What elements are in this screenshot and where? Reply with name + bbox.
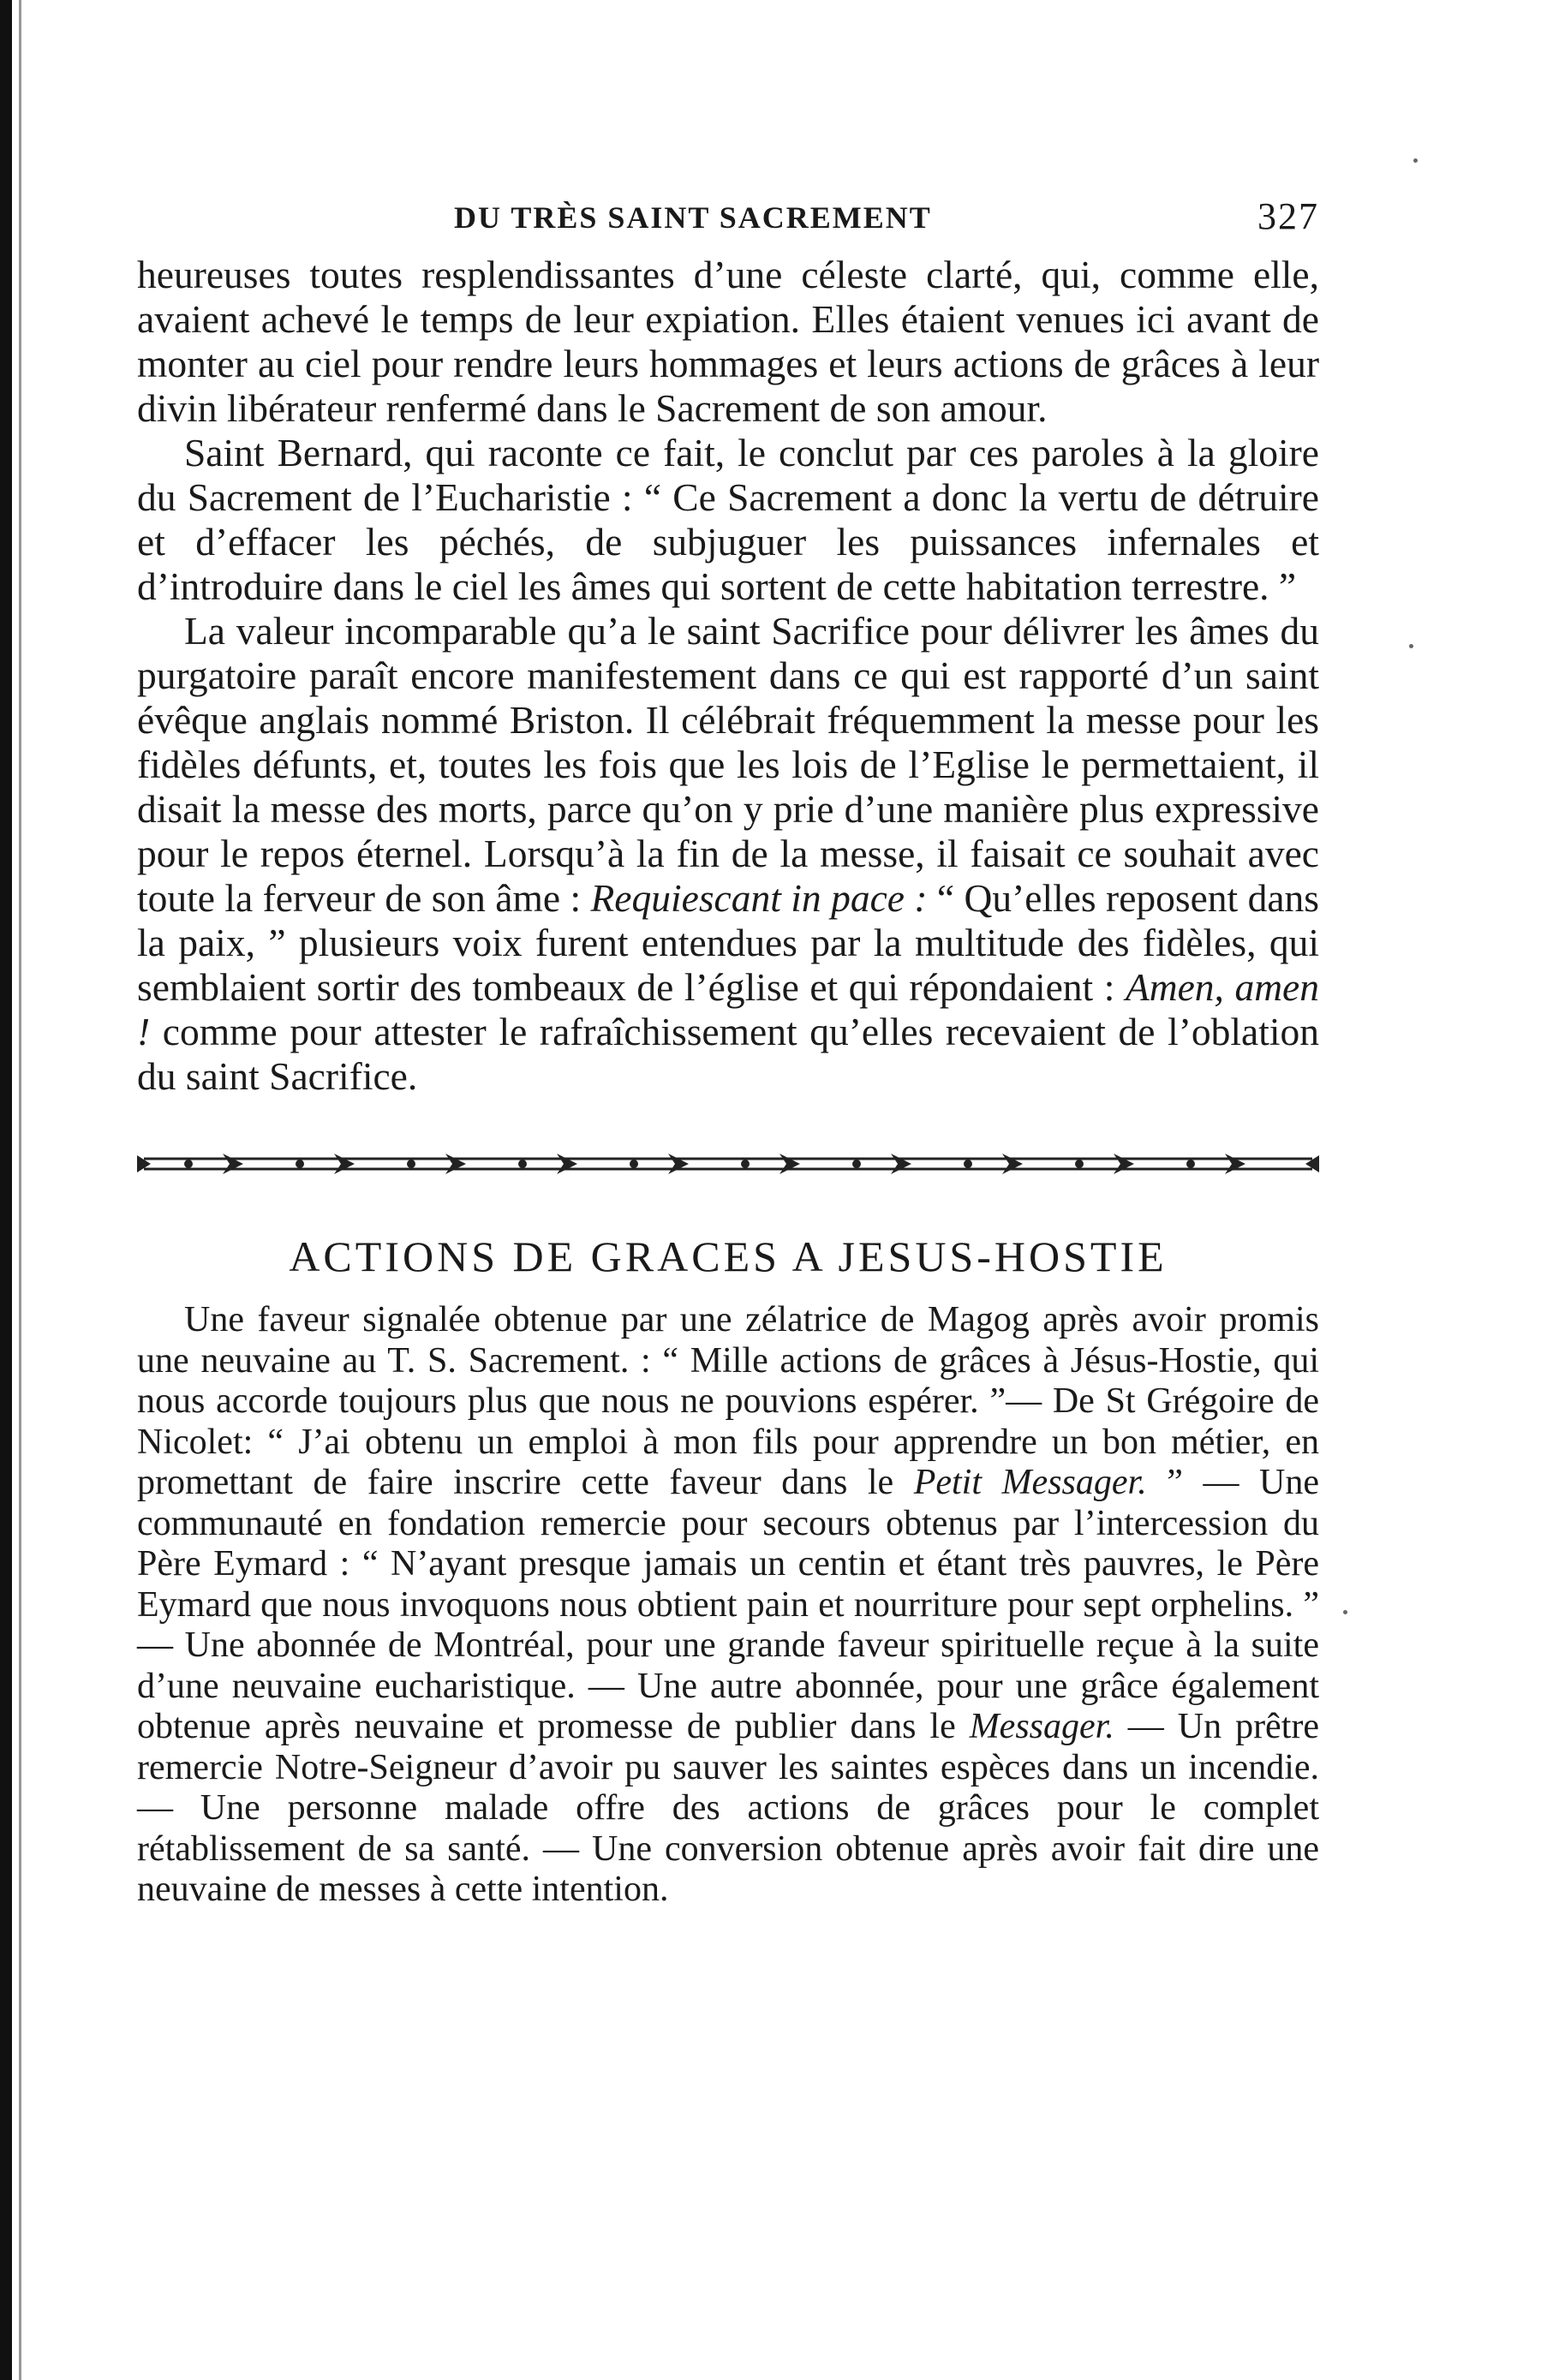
running-head-title: DU TRÈS SAINT SACREMENT <box>454 200 932 235</box>
paragraph-text: “ Qu’elles reposent dans la paix, ” plusieurs voix furent entendues par la multitude des fidèles, qui semblaient sortir des tombeaux de l’église et qui répondaient : <box>137 876 1319 1009</box>
paragraph-text: La valeur incomparable qu’a le saint Sacrifice pour délivrer les âmes du purgatoire paraît encore manifestement dans ce qui est rapporté d’un saint évêque anglais nommé Briston. Il célébrait fréquemment la messe pour les fidèles défunts, et, toutes les fois que les lois de l’Eglise le permettaient, il disait la messe des morts, parce qu’on y prie d’une manière plus expressive pour le repos éternel. Lorsqu’à la fin de la messe, il faisait ce souhait avec toute la ferveur de son âme : <box>137 609 1319 920</box>
paragraph-text: Une faveur signalée obtenue par une zélatrice de Magog après avoir promis une neuvaine au T. S. Sacrement. : “ Mille actions de grâces à Jésus-Hostie, qui nous accorde toujours plus que nous ne pouvions espérer. ”— De St Grégoire de Nicolet: “ J’ai obtenu un emploi à mon fils pour apprendre un bon métier, en promettant de faire inscrire cette faveur dans le <box>137 1300 1319 1502</box>
publication-title: Petit Messager. <box>913 1463 1147 1502</box>
book-page <box>137 193 1319 1911</box>
scan-speck <box>1343 1610 1347 1614</box>
paragraph-text: heureuses toutes resplendissantes d’une céleste clarté, qui, comme elle, avaient achevé le temps de leur expiation. Elles étaient venues ici avant de monter au ciel pour rendre leurs hommages et leurs actions de grâces à leur divin libérateur renfermé dans le Sacrement de son amour. <box>137 253 1319 430</box>
paragraph-continued <box>137 253 1319 431</box>
decorative-ornament-band <box>137 1150 1319 1178</box>
page-number: 327 <box>1257 195 1319 237</box>
paragraph-text: — Un prêtre remercie Notre-Seigneur d’avoir pu sauver les saintes espèces dans un incendie. — Une personne malade offre des actions de grâces pour le complet rétablissement de sa santé. — Une conversion obtenue après avoir fait dire une neuvaine de messes à cette intention. <box>137 1707 1319 1909</box>
latin-phrase: Requiescant in pace : <box>590 876 928 920</box>
scan-edge-line-secondary <box>19 0 21 2380</box>
amen-phrase: Amen, amen ! <box>137 965 1320 1053</box>
section-heading: ACTIONS DE GRACES A JESUS-HOSTIE <box>289 1232 1168 1280</box>
scan-edge-line <box>0 0 12 2380</box>
paragraph-graces <box>137 1300 1319 1911</box>
publication-title: Messager. <box>969 1707 1114 1746</box>
paragraph-text: comme pour attester le rafraîchissement qu’elles recevaient de l’oblation du saint Sacrifice. <box>137 1010 1319 1098</box>
scan-speck <box>1413 158 1418 163</box>
section-text <box>137 1300 1319 1911</box>
running-head <box>137 193 1319 253</box>
scan-speck <box>1409 644 1413 648</box>
paragraph-briston <box>137 609 1319 1099</box>
paragraph-text: Saint Bernard, qui raconte ce fait, le conclut par ces paroles à la gloire du Sacrement de l’Eucharistie : “ Ce Sacrement a donc la vertu de détruire et d’effacer les péchés, de subjuguer les puissances infernales et d’introduire dans le ciel les âmes qui sortent de cette habitation terrestre. ” <box>137 431 1319 608</box>
paragraph-saint-bernard <box>137 431 1319 609</box>
paragraph-text: ” — Une communauté en fondation remercie pour secours obtenus par l’intercession du Père Eymard : “ N’ayant presque jamais un centin et étant très pauvres, le Père Eymard que nous invoquons nous obtient pain et nourriture pour sept orphelins. ” — Une abonnée de Montréal, pour une grande faveur spirituelle reçue à la suite d’une neuvaine eucharistique. — Une autre abonnée, pour une grâce également obtenue après neuvaine et promesse de publier dans le <box>137 1463 1319 1746</box>
main-text <box>137 253 1319 1099</box>
